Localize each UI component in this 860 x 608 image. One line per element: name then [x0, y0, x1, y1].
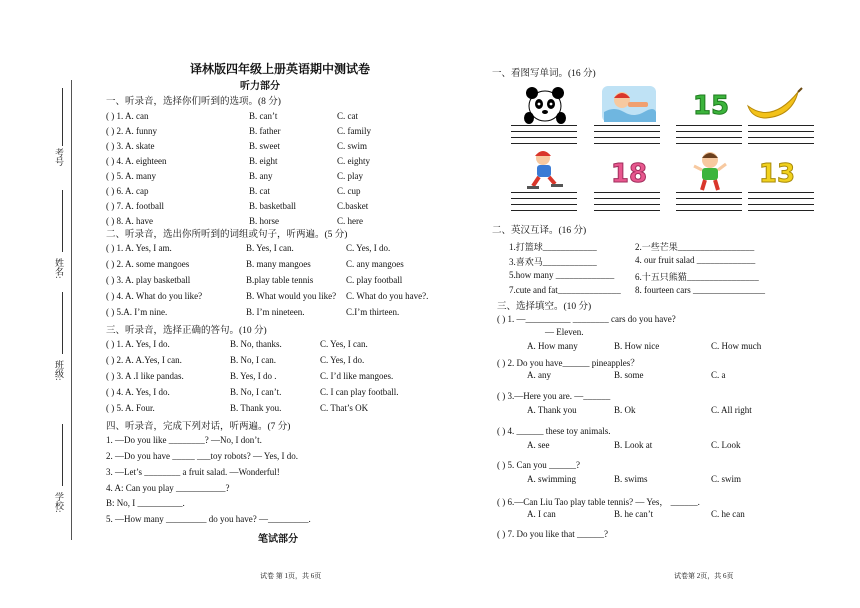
answer-option-a[interactable]: A. Thank you	[527, 405, 577, 415]
question-option-b[interactable]: B. What would you like?	[246, 291, 337, 301]
question-option-b[interactable]: B. many mangoes	[246, 259, 311, 269]
question-option-c[interactable]: C. here	[337, 216, 363, 226]
question-option-b[interactable]: B. No, I can’t.	[230, 387, 282, 397]
question-stem[interactable]: ( ) 1. —__________ ________ cars do you have?	[497, 314, 676, 324]
translation-item[interactable]: 6.十五只熊猫________________	[635, 272, 759, 282]
translation-item[interactable]: 4. our fruit salad _____________	[635, 255, 756, 265]
question-option-b[interactable]: B. father	[249, 126, 281, 136]
question-option-b[interactable]: B. horse	[249, 216, 279, 226]
question-option-b[interactable]: B. Yes, I can.	[246, 243, 294, 253]
question-option-c[interactable]: C. eighty	[337, 156, 370, 166]
answer-option-c[interactable]: C. Look	[711, 440, 741, 450]
name-field[interactable]	[62, 190, 63, 252]
question-option-a[interactable]: ( ) 4. A. eighteen	[106, 156, 167, 166]
answer-lines[interactable]	[511, 192, 577, 216]
section-heading: 四、听录音，完成下列对话，听两遍。(7 分)	[106, 422, 291, 432]
question-option-b[interactable]: B. Thank you.	[230, 403, 282, 413]
question-option-b[interactable]: B. basketball	[249, 201, 296, 211]
translation-item[interactable]: 8. fourteen cars ________________	[635, 285, 765, 295]
number-18-label: 18	[610, 159, 648, 189]
question-option-a[interactable]: ( ) 2. A. A.Yes, I can.	[106, 355, 182, 365]
question-option-c[interactable]: C. any mangoes	[346, 259, 404, 269]
answer-lines[interactable]	[748, 192, 814, 216]
binding-line	[71, 80, 72, 540]
answer-option-b[interactable]: B. Ok	[614, 405, 636, 415]
question-option-a[interactable]: ( ) 5. A. Four.	[106, 403, 155, 413]
answer-lines[interactable]	[676, 125, 742, 149]
page-footer: 试卷第 2页，共 6页	[674, 572, 734, 580]
question-option-a[interactable]: ( ) 5. A. many	[106, 171, 156, 181]
question-option-c[interactable]: C. I’d like mangoes.	[320, 371, 394, 381]
question-option-a[interactable]: ( ) 4. A. What do you like?	[106, 291, 203, 301]
question-option-b[interactable]: B. sweet	[249, 141, 280, 151]
translation-item[interactable]: 3.喜欢马____________	[509, 257, 597, 267]
question-option-a[interactable]: ( ) 1. A. Yes, I do.	[106, 339, 170, 349]
question-stem[interactable]: ( ) 7. Do you like that ______?	[497, 529, 608, 539]
question-option-c[interactable]: C. swim	[337, 141, 368, 151]
number-15-label: 15	[692, 91, 730, 121]
answer-option-b[interactable]: B. Look at	[614, 440, 653, 450]
skater-icon	[515, 148, 577, 192]
question-option-b[interactable]: B. cat	[249, 186, 270, 196]
question-stem[interactable]: ( ) 3.—Here you are. —______	[497, 391, 611, 401]
answer-option-a[interactable]: A. swimming	[527, 474, 577, 484]
question-stem[interactable]: ( ) 5. Can you ______?	[497, 460, 580, 470]
answer-option-a[interactable]: A. see	[527, 440, 550, 450]
question-option-c[interactable]: C. Yes, I do.	[346, 243, 391, 253]
question-option-c[interactable]: C. play football	[346, 275, 403, 285]
class-field[interactable]	[62, 292, 63, 354]
dialogue-line: 4. A: Can you play ___________?	[106, 483, 230, 493]
section-heading: 三、选择填空。(10 分)	[497, 302, 592, 312]
question-stem[interactable]: ( ) 4. ______ these toy animals.	[497, 426, 611, 436]
question-option-b[interactable]: B. Yes, I do .	[230, 371, 277, 381]
question-option-a[interactable]: ( ) 6. A. cap	[106, 186, 149, 196]
section-heading: 一、听录音，选择你们听到的选项。(8 分)	[106, 97, 281, 107]
question-extra: — Eleven.	[545, 327, 584, 337]
question-option-b[interactable]: B. any	[249, 171, 273, 181]
class-label: 班级:	[54, 360, 64, 381]
question-option-c[interactable]: C. I can play football.	[320, 387, 399, 397]
translation-item[interactable]: 2.一些芒果_________________	[635, 242, 755, 252]
name-label: 姓名:	[54, 258, 64, 279]
school-label: 学校:	[54, 492, 64, 513]
question-option-b[interactable]: B. No, I can.	[230, 355, 276, 365]
question-option-c[interactable]: C.I’m thirteen.	[346, 307, 400, 317]
question-option-a[interactable]: ( ) 3. A. skate	[106, 141, 155, 151]
answer-option-b[interactable]: B. How nice	[614, 341, 660, 351]
school-field[interactable]	[62, 424, 63, 486]
section-heading: 二、英汉互译。(16 分)	[492, 226, 587, 236]
question-option-c[interactable]: C.basket	[337, 201, 369, 211]
answer-option-b[interactable]: B. he can’t	[614, 509, 654, 519]
dialogue-line: B: No, I __________.	[106, 498, 185, 508]
answer-lines[interactable]	[594, 125, 660, 149]
page-title: 译林版四年级上册英语期中测试卷	[190, 62, 371, 76]
question-option-a[interactable]: ( ) 1. A. Yes, I am.	[106, 243, 172, 253]
question-option-a[interactable]: ( ) 3. A .I like pandas.	[106, 371, 184, 381]
question-option-a[interactable]: ( ) 3. A. play basketball	[106, 275, 191, 285]
answer-option-c[interactable]: C. How much	[711, 341, 762, 351]
answer-lines[interactable]	[676, 192, 742, 216]
exam-no-label: 考号	[54, 148, 64, 166]
banana-icon	[742, 82, 804, 126]
question-option-a[interactable]: ( ) 4. A. Yes, I do.	[106, 387, 170, 397]
question-stem[interactable]: ( ) 2. Do you have______ pineapples？	[497, 358, 640, 368]
answer-option-a[interactable]: A. How many	[527, 341, 578, 351]
answer-lines[interactable]	[511, 125, 577, 149]
dialogue-line: 5. —How many _________ do you have? —_________.	[106, 514, 311, 524]
written-part-title: 笔试部分	[258, 534, 298, 545]
answer-option-c[interactable]: C. he can	[711, 509, 745, 519]
question-option-c[interactable]: C. cup	[337, 186, 361, 196]
question-option-a[interactable]: ( ) 1. A. can	[106, 111, 149, 121]
translation-item[interactable]: 7.cute and fat______________	[509, 285, 621, 295]
question-option-b[interactable]: B. I’m nineteen.	[246, 307, 305, 317]
answer-option-c[interactable]: C. All right	[711, 405, 752, 415]
question-option-c[interactable]: C. What do you have?.	[346, 291, 429, 301]
question-option-a[interactable]: ( ) 2. A. some mangoes	[106, 259, 190, 269]
answer-option-b[interactable]: B. some	[614, 370, 644, 380]
question-option-b[interactable]: B. can’t	[249, 111, 278, 121]
question-option-b[interactable]: B. No, thanks.	[230, 339, 282, 349]
page-footer: 试卷 第 1页，共 6页	[260, 572, 322, 580]
dialogue-line: 1. —Do you like ________? —No, I don’t.	[106, 435, 262, 445]
question-option-a[interactable]: ( ) 8. A. have	[106, 216, 153, 226]
question-option-c[interactable]: C. That’s OK	[320, 403, 369, 413]
number-18-icon	[598, 150, 660, 194]
number-15-icon	[680, 82, 742, 126]
panda-icon	[515, 82, 577, 126]
answer-lines[interactable]	[748, 125, 814, 149]
translation-item[interactable]: 5.how many _____________	[509, 270, 615, 280]
answer-option-a[interactable]: A. I can	[527, 509, 556, 519]
answer-option-a[interactable]: A. any	[527, 370, 551, 380]
translation-item[interactable]: 1.打篮球____________	[509, 242, 597, 252]
listening-subtitle: 听力部分	[240, 81, 280, 92]
number-13-label: 13	[758, 159, 796, 189]
question-stem[interactable]: ( ) 6.—Can Liu Tao play table tennis? — Yes， ______.	[497, 497, 700, 507]
section-heading: 二、听录音，选出你所听到的词组或句子，听两遍。(5 分)	[106, 230, 348, 240]
question-option-c[interactable]: C. family	[337, 126, 371, 136]
question-option-c[interactable]: C. Yes, I do.	[320, 355, 365, 365]
section-heading: 一、看图写单词。(16 分)	[492, 69, 596, 79]
answer-lines[interactable]	[594, 192, 660, 216]
question-option-c[interactable]: C. cat	[337, 111, 358, 121]
question-option-c[interactable]: C. play	[337, 171, 363, 181]
exam-no-field[interactable]	[62, 88, 63, 146]
question-option-a[interactable]: ( ) 5.A. I’m nine.	[106, 307, 168, 317]
answer-option-c[interactable]: C. a	[711, 370, 726, 380]
boy-icon	[680, 148, 742, 192]
question-option-a[interactable]: ( ) 7. A. football	[106, 201, 164, 211]
swimmer-icon	[598, 82, 660, 126]
number-13-icon	[746, 150, 808, 194]
section-heading: 三、听录音，选择正确的答句。(10 分)	[106, 326, 267, 336]
question-option-b[interactable]: B. eight	[249, 156, 278, 166]
question-option-b[interactable]: B.play table tennis	[246, 275, 314, 285]
dialogue-line: 3. —Let’s ________ a fruit salad. —Wonderful!	[106, 467, 280, 477]
dialogue-line: 2. —Do you have _____ ___toy robots? — Yes, I do.	[106, 451, 298, 461]
answer-option-b[interactable]: B. swims	[614, 474, 648, 484]
question-option-c[interactable]: C. Yes, I can.	[320, 339, 368, 349]
question-option-a[interactable]: ( ) 2. A. funny	[106, 126, 157, 136]
answer-option-c[interactable]: C. swim	[711, 474, 742, 484]
